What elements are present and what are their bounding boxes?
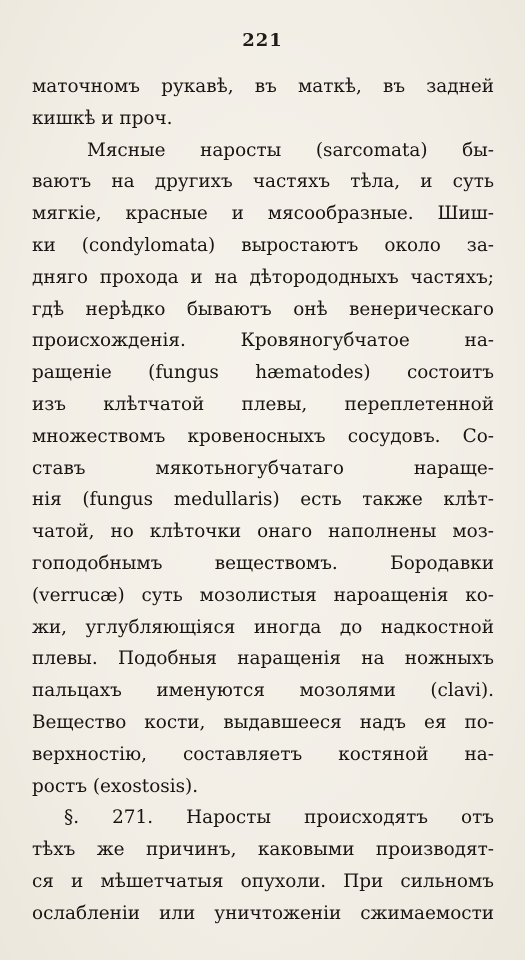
text-line: §. 271. Наросты происходятъ отъ (64, 807, 494, 829)
text-line: дняго прохода и на дѣторододныхъ частяхъ; (32, 266, 494, 288)
text-line: (verrucæ) суть мозолистыя нароащенія ко- (32, 584, 494, 606)
text-line: множествомъ кровеносныхъ сосудовъ. Со- (32, 425, 494, 447)
text-line: нія (fungus medullaris) есть также клѣт- (32, 489, 494, 511)
text-line: гдѣ нерѣдко бываютъ онѣ венерическаго (32, 298, 494, 320)
text-line: чатой, но клѣточки онаго наполнены моз- (32, 521, 494, 543)
text-line: ставъ мякотьногубчатаго нараще- (32, 457, 494, 479)
text-line: ваютъ на другихъ частяхъ тѣла, и суть (32, 171, 494, 193)
text-line: ростъ (exostosis). (32, 775, 199, 797)
text-line: мягкіе, красные и мясообразные. Шиш- (32, 203, 494, 225)
text-line: пальцахъ именуются мозолями (clavi). (32, 680, 494, 702)
text-line: плевы. Подобныя наращенія на ножныхъ (32, 648, 494, 670)
text-line: происхожденія. Кровяногубчатое на- (32, 330, 494, 352)
text-line: изъ клѣтчатой плевы, переплетенной (32, 393, 494, 415)
text-line: ся и мѣшетчатыя опухоли. При сильномъ (32, 870, 494, 892)
text-line: кишкѣ и проч. (32, 107, 173, 129)
text-line: гоподобнымъ веществомъ. Бородавки (32, 552, 494, 574)
text-line: Мясные наросты (sarcomata) бы- (87, 139, 494, 161)
text-line: верхностію, составляетъ костяной на- (32, 743, 494, 765)
text-line: Вещество кости, выдавшееся надъ ея по- (32, 711, 494, 733)
text-line: ослабленіи или уничтоженіи сжимаемости (32, 902, 494, 924)
text-line: ки (condylomata) выростаютъ около за- (32, 234, 494, 256)
text-line: ращеніе (fungus hæmatodes) состоитъ (32, 362, 494, 384)
text-line: маточномъ рукавѣ, въ маткѣ, въ задней (32, 76, 494, 97)
body-text (32, 71, 494, 930)
text-line: жи, углубляющіяся иногда до надкостной (32, 616, 494, 638)
text-line: тѣхъ же причинъ, каковыми производят- (32, 839, 494, 861)
page-number: 221 (242, 30, 283, 51)
